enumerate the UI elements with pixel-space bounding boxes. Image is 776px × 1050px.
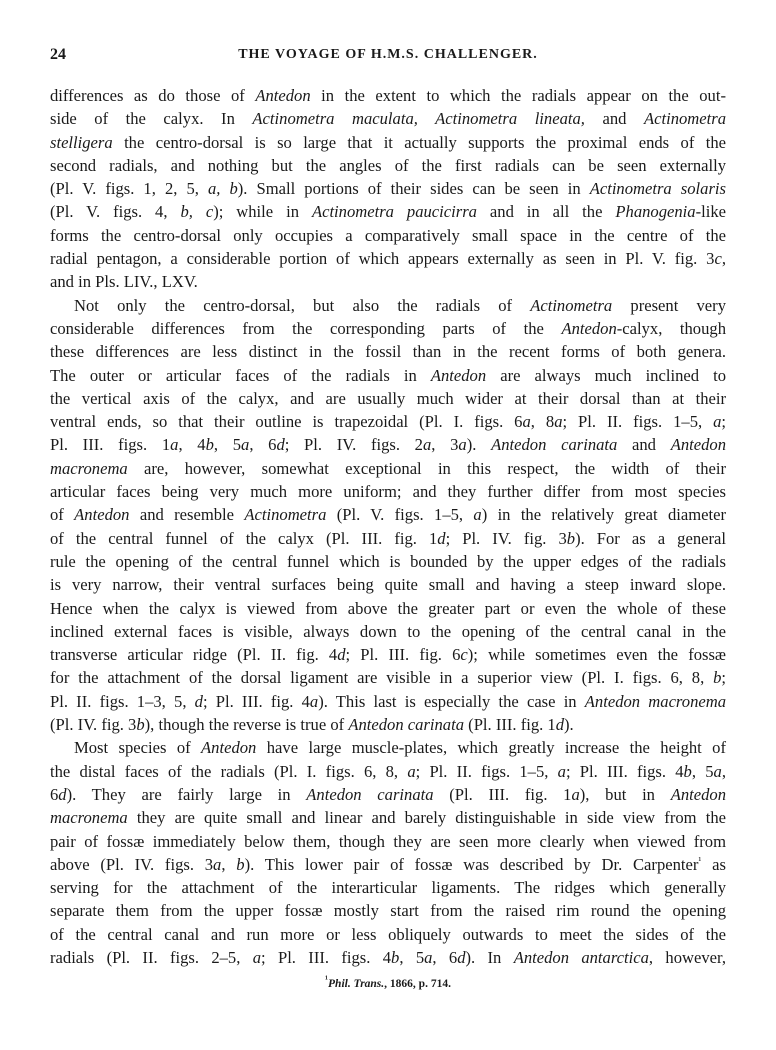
text-run: transverse articular ridge (Pl. II. fig. 4 bbox=[50, 645, 338, 665]
text-line bbox=[50, 597, 726, 620]
text-line bbox=[50, 200, 726, 223]
text-run: for the attachment of the dorsal ligament are visible in a superior view (Pl. I. figs. 6, 8, bbox=[50, 668, 714, 688]
italic-text: a bbox=[458, 435, 467, 455]
text-run: , 5 bbox=[399, 947, 425, 967]
italic-text: a bbox=[522, 412, 531, 432]
text-run: differences as do those of bbox=[50, 86, 256, 105]
footnote bbox=[0, 974, 776, 990]
text-run: of the central canal and run more or less obliquely outwards to meet the sides of the bbox=[50, 924, 726, 944]
text-run: , 5 bbox=[691, 761, 714, 781]
italic-text: a bbox=[571, 784, 580, 804]
text-run: ; bbox=[721, 412, 727, 432]
body-text bbox=[50, 84, 726, 969]
text-line bbox=[50, 783, 726, 806]
text-run: serving for the attachment of the interarticular ligaments. The ridges which generally bbox=[50, 878, 726, 898]
italic-text: Antedon bbox=[74, 505, 130, 525]
page-header bbox=[50, 46, 726, 70]
italic-text: Actinometra paucicirra bbox=[311, 202, 477, 222]
text-run: ; Pl. II. figs. 1–5, bbox=[415, 761, 558, 781]
text-line bbox=[50, 550, 726, 573]
text-run: ). In bbox=[465, 947, 514, 967]
italic-text: a bbox=[713, 412, 722, 432]
text-line bbox=[50, 806, 726, 829]
page-number: 24 bbox=[50, 46, 66, 63]
footnote-ref: ¹ bbox=[698, 855, 702, 867]
italic-text: Actinometra bbox=[643, 109, 726, 129]
text-run: (Pl. V. figs. 4, bbox=[50, 202, 181, 222]
text-run: the centro-dorsal is so large that it actually supports the proximal ends of the bbox=[112, 132, 726, 152]
text-run: , 3 bbox=[431, 435, 459, 455]
text-run: -like bbox=[695, 202, 727, 222]
text-line bbox=[50, 177, 726, 200]
text-run: -calyx, though bbox=[616, 318, 726, 338]
italic-text: Antedon antarctica bbox=[513, 947, 649, 967]
text-run: forms the centro-dorsal only occupies a comparatively small space in the centre of the bbox=[50, 225, 726, 245]
text-run: as bbox=[701, 854, 726, 874]
italic-text: c bbox=[714, 249, 722, 269]
italic-text: Actinometra solaris bbox=[589, 179, 726, 199]
text-run: , bbox=[721, 761, 726, 781]
italic-text: a, b bbox=[207, 179, 238, 199]
italic-text: b bbox=[566, 528, 576, 548]
text-line bbox=[50, 573, 726, 596]
italic-text: d bbox=[58, 784, 67, 804]
text-run: and bbox=[584, 109, 644, 129]
text-run: of the central funnel of the calyx (Pl. III. fig. 1 bbox=[50, 528, 438, 548]
text-run: is very narrow, their ventral surfaces being quite small and having a steep inward slope. bbox=[50, 575, 726, 595]
text-run: , 5 bbox=[213, 435, 242, 455]
text-run: ). They are fairly large in bbox=[66, 784, 307, 804]
text-run: Pl. III. figs. 1 bbox=[50, 435, 171, 455]
text-run: they are quite small and linear and barely distinguishable in side view from the bbox=[127, 808, 726, 828]
text-run: of bbox=[50, 505, 75, 525]
italic-text: a bbox=[170, 435, 179, 455]
text-run: and resemble bbox=[129, 505, 245, 525]
text-line bbox=[50, 387, 726, 410]
text-run: , however, bbox=[648, 947, 727, 967]
text-run: side of the calyx. In bbox=[50, 109, 253, 129]
italic-text: a bbox=[309, 691, 319, 711]
text-run: (Pl. V. figs. 1–5, bbox=[326, 505, 474, 525]
text-line bbox=[50, 643, 726, 666]
text-run: , bbox=[721, 249, 726, 269]
text-run: ; Pl. III. figs. 4 bbox=[261, 947, 392, 967]
italic-text: b bbox=[205, 435, 214, 455]
text-line bbox=[50, 480, 726, 503]
text-run: ). bbox=[466, 435, 492, 455]
italic-text: Antedon carinata bbox=[348, 715, 465, 735]
italic-text: a bbox=[213, 854, 222, 874]
text-line bbox=[50, 690, 726, 713]
italic-text: a bbox=[407, 761, 416, 781]
text-run: The outer or articular faces of the radials in bbox=[50, 365, 431, 385]
text-run: Most species of bbox=[74, 738, 202, 758]
text-run: , 8 bbox=[530, 412, 555, 432]
italic-text: a bbox=[424, 947, 433, 967]
text-run: ), though the reverse is true of bbox=[144, 715, 349, 735]
text-run: inclined external faces is visible, always down to the opening of the central canal in the bbox=[50, 621, 726, 641]
text-run: Hence when the calyx is viewed from above the greater part or even the whole of these bbox=[50, 598, 726, 618]
text-run: ). This lower pair of fossæ was described by Dr. Carpenter bbox=[244, 854, 699, 874]
text-run: ; bbox=[721, 668, 726, 688]
text-run: Not only the centro-dorsal, but also the radials of bbox=[74, 295, 531, 315]
footnote-mark: ¹ bbox=[325, 974, 329, 986]
text-run: ). For as a general bbox=[575, 528, 726, 548]
text-line bbox=[50, 247, 726, 270]
text-line bbox=[50, 736, 726, 759]
running-title: THE VOYAGE OF H.M.S. CHALLENGER. bbox=[238, 47, 538, 62]
text-run: , 6 bbox=[432, 947, 458, 967]
italic-text: Antedon bbox=[201, 738, 257, 758]
text-run: considerable differences from the corresponding parts of the bbox=[50, 318, 562, 338]
italic-text: a bbox=[422, 435, 432, 455]
text-run: (Pl. V. figs. 1, 2, 5, bbox=[50, 179, 208, 199]
text-line bbox=[50, 923, 726, 946]
italic-text: Actinometra bbox=[530, 295, 613, 315]
text-line bbox=[50, 666, 726, 689]
text-line bbox=[50, 364, 726, 387]
italic-text: d bbox=[276, 435, 285, 455]
italic-text: stelligera bbox=[50, 132, 113, 152]
italic-text: b bbox=[136, 715, 145, 735]
text-line bbox=[50, 410, 726, 433]
text-run: ). This last is especially the case in bbox=[318, 691, 585, 711]
text-run: above (Pl. IV. figs. 3 bbox=[50, 854, 214, 874]
text-line bbox=[50, 620, 726, 643]
italic-text: Actinometra maculata, Actinometra lineata, bbox=[252, 109, 585, 129]
text-run: ventral ends, so that their outline is trapezoidal (Pl. I. figs. 6 bbox=[50, 412, 523, 432]
italic-text: Antedon bbox=[670, 435, 726, 455]
text-run: (Pl. IV. fig. 3 bbox=[50, 715, 137, 735]
italic-text: Antedon macronema bbox=[584, 691, 727, 711]
text-run: have large muscle-plates, which greatly increase the height of bbox=[256, 738, 727, 758]
text-run: ); while in bbox=[213, 202, 312, 222]
italic-text: a bbox=[713, 761, 722, 781]
text-line bbox=[50, 154, 726, 177]
text-line bbox=[50, 224, 726, 247]
text-run: the vertical axis of the calyx, and are usually much wider at their dorsal than at their bbox=[50, 388, 726, 408]
text-line bbox=[50, 527, 726, 550]
text-run: rule the opening of the central funnel which is bounded by the upper edges of the radials bbox=[50, 551, 726, 571]
text-run: these differences are less distinct in the fossil than in the recent forms of both genera. bbox=[50, 342, 726, 362]
italic-text: a bbox=[241, 435, 250, 455]
italic-text: c bbox=[460, 645, 468, 665]
text-run: present very bbox=[612, 295, 726, 315]
text-run: radials (Pl. II. figs. 2–5, bbox=[50, 947, 253, 967]
italic-text: Actinometra bbox=[244, 505, 327, 525]
text-run: second radials, and nothing but the angles of the first radials can be seen externally bbox=[50, 155, 726, 175]
text-line bbox=[50, 433, 726, 456]
italic-text: Antedon carinata bbox=[491, 435, 618, 455]
italic-text: b bbox=[683, 761, 692, 781]
text-line bbox=[50, 294, 726, 317]
italic-text: b bbox=[236, 854, 245, 874]
text-run: and bbox=[617, 435, 671, 455]
italic-text: Antedon bbox=[561, 318, 617, 338]
text-run: ; Pl. IV. figs. 2 bbox=[284, 435, 423, 455]
italic-text: a bbox=[473, 505, 482, 525]
italic-text: b bbox=[391, 947, 400, 967]
text-run: (Pl. III. fig. 1 bbox=[433, 784, 572, 804]
footnote-source: Phil. Trans. bbox=[328, 978, 385, 990]
text-run: are always much inclined to bbox=[486, 365, 726, 385]
italic-text: d bbox=[194, 691, 203, 711]
text-line bbox=[50, 713, 726, 736]
italic-text: Antedon bbox=[255, 86, 311, 105]
text-run: ; Pl. III. fig. 4 bbox=[202, 691, 310, 711]
text-run: ); while sometimes even the fossæ bbox=[467, 645, 726, 665]
text-run: separate them from the upper fossæ mostly start from the raised rim round the opening bbox=[50, 901, 726, 921]
italic-text: Antedon bbox=[430, 365, 487, 385]
italic-text: b, c bbox=[180, 202, 214, 222]
text-run: ) in the relatively great diameter bbox=[481, 505, 726, 525]
text-run: ), but in bbox=[579, 784, 671, 804]
italic-text: macronema bbox=[50, 808, 128, 828]
text-run: and in all the bbox=[476, 202, 616, 222]
text-run: pair of fossæ immediately below them, though they are seen more clearly when viewed from bbox=[50, 831, 726, 851]
text-run: articular faces being very much more uniform; and they further differ from most species bbox=[50, 482, 726, 502]
text-line bbox=[50, 107, 726, 130]
italic-text: b bbox=[713, 668, 722, 688]
text-line bbox=[50, 457, 726, 480]
text-line bbox=[50, 131, 726, 154]
italic-text: a bbox=[252, 947, 262, 967]
italic-text: a bbox=[554, 412, 563, 432]
italic-text: Phanogenia bbox=[615, 202, 696, 222]
text-line bbox=[50, 853, 726, 876]
text-line bbox=[50, 503, 726, 526]
italic-text: d bbox=[457, 947, 466, 967]
text-run: ; Pl. III. figs. 4 bbox=[565, 761, 684, 781]
text-line bbox=[50, 899, 726, 922]
italic-text: d bbox=[337, 645, 346, 665]
text-line bbox=[50, 317, 726, 340]
italic-text: a bbox=[557, 761, 566, 781]
text-run: in the extent to which the radials appear on the out- bbox=[310, 86, 726, 105]
text-line bbox=[50, 760, 726, 783]
text-run: and in Pls. LIV., LXV. bbox=[50, 272, 198, 292]
text-run: (Pl. III. fig. 1 bbox=[464, 715, 556, 735]
italic-text: macronema bbox=[50, 458, 128, 478]
text-line bbox=[50, 946, 726, 969]
text-line bbox=[50, 270, 726, 293]
italic-text: Antedon carinata bbox=[306, 784, 434, 804]
italic-text: Antedon bbox=[670, 784, 727, 804]
text-run: ). Small portions of their sides can be seen in bbox=[237, 179, 590, 199]
text-line bbox=[50, 830, 726, 853]
footnote-citation: , 1866, p. 714. bbox=[384, 978, 451, 990]
text-run: , 4 bbox=[178, 435, 206, 455]
text-run: radial pentagon, a considerable portion of which appears externally as seen in Pl. V. fig. 3 bbox=[50, 249, 715, 269]
text-run: ; Pl. IV. fig. 3 bbox=[445, 528, 567, 548]
text-line bbox=[50, 340, 726, 363]
text-run: the distal faces of the radials (Pl. I. figs. 6, 8, bbox=[50, 761, 408, 781]
italic-text: d bbox=[555, 715, 565, 735]
text-run: are, however, somewhat exceptional in this respect, the width of their bbox=[127, 458, 726, 478]
text-line bbox=[50, 876, 726, 899]
text-run: ; Pl. III. fig. 6 bbox=[345, 645, 461, 665]
text-run: ; Pl. II. figs. 1–5, bbox=[562, 412, 714, 432]
text-line bbox=[50, 84, 726, 107]
text-run: , bbox=[221, 854, 237, 874]
text-run: Pl. II. figs. 1–3, 5, bbox=[50, 691, 195, 711]
text-run: 6 bbox=[50, 784, 59, 804]
text-run: , 6 bbox=[249, 435, 277, 455]
text-run: ). bbox=[564, 715, 574, 735]
italic-text: d bbox=[437, 528, 446, 548]
